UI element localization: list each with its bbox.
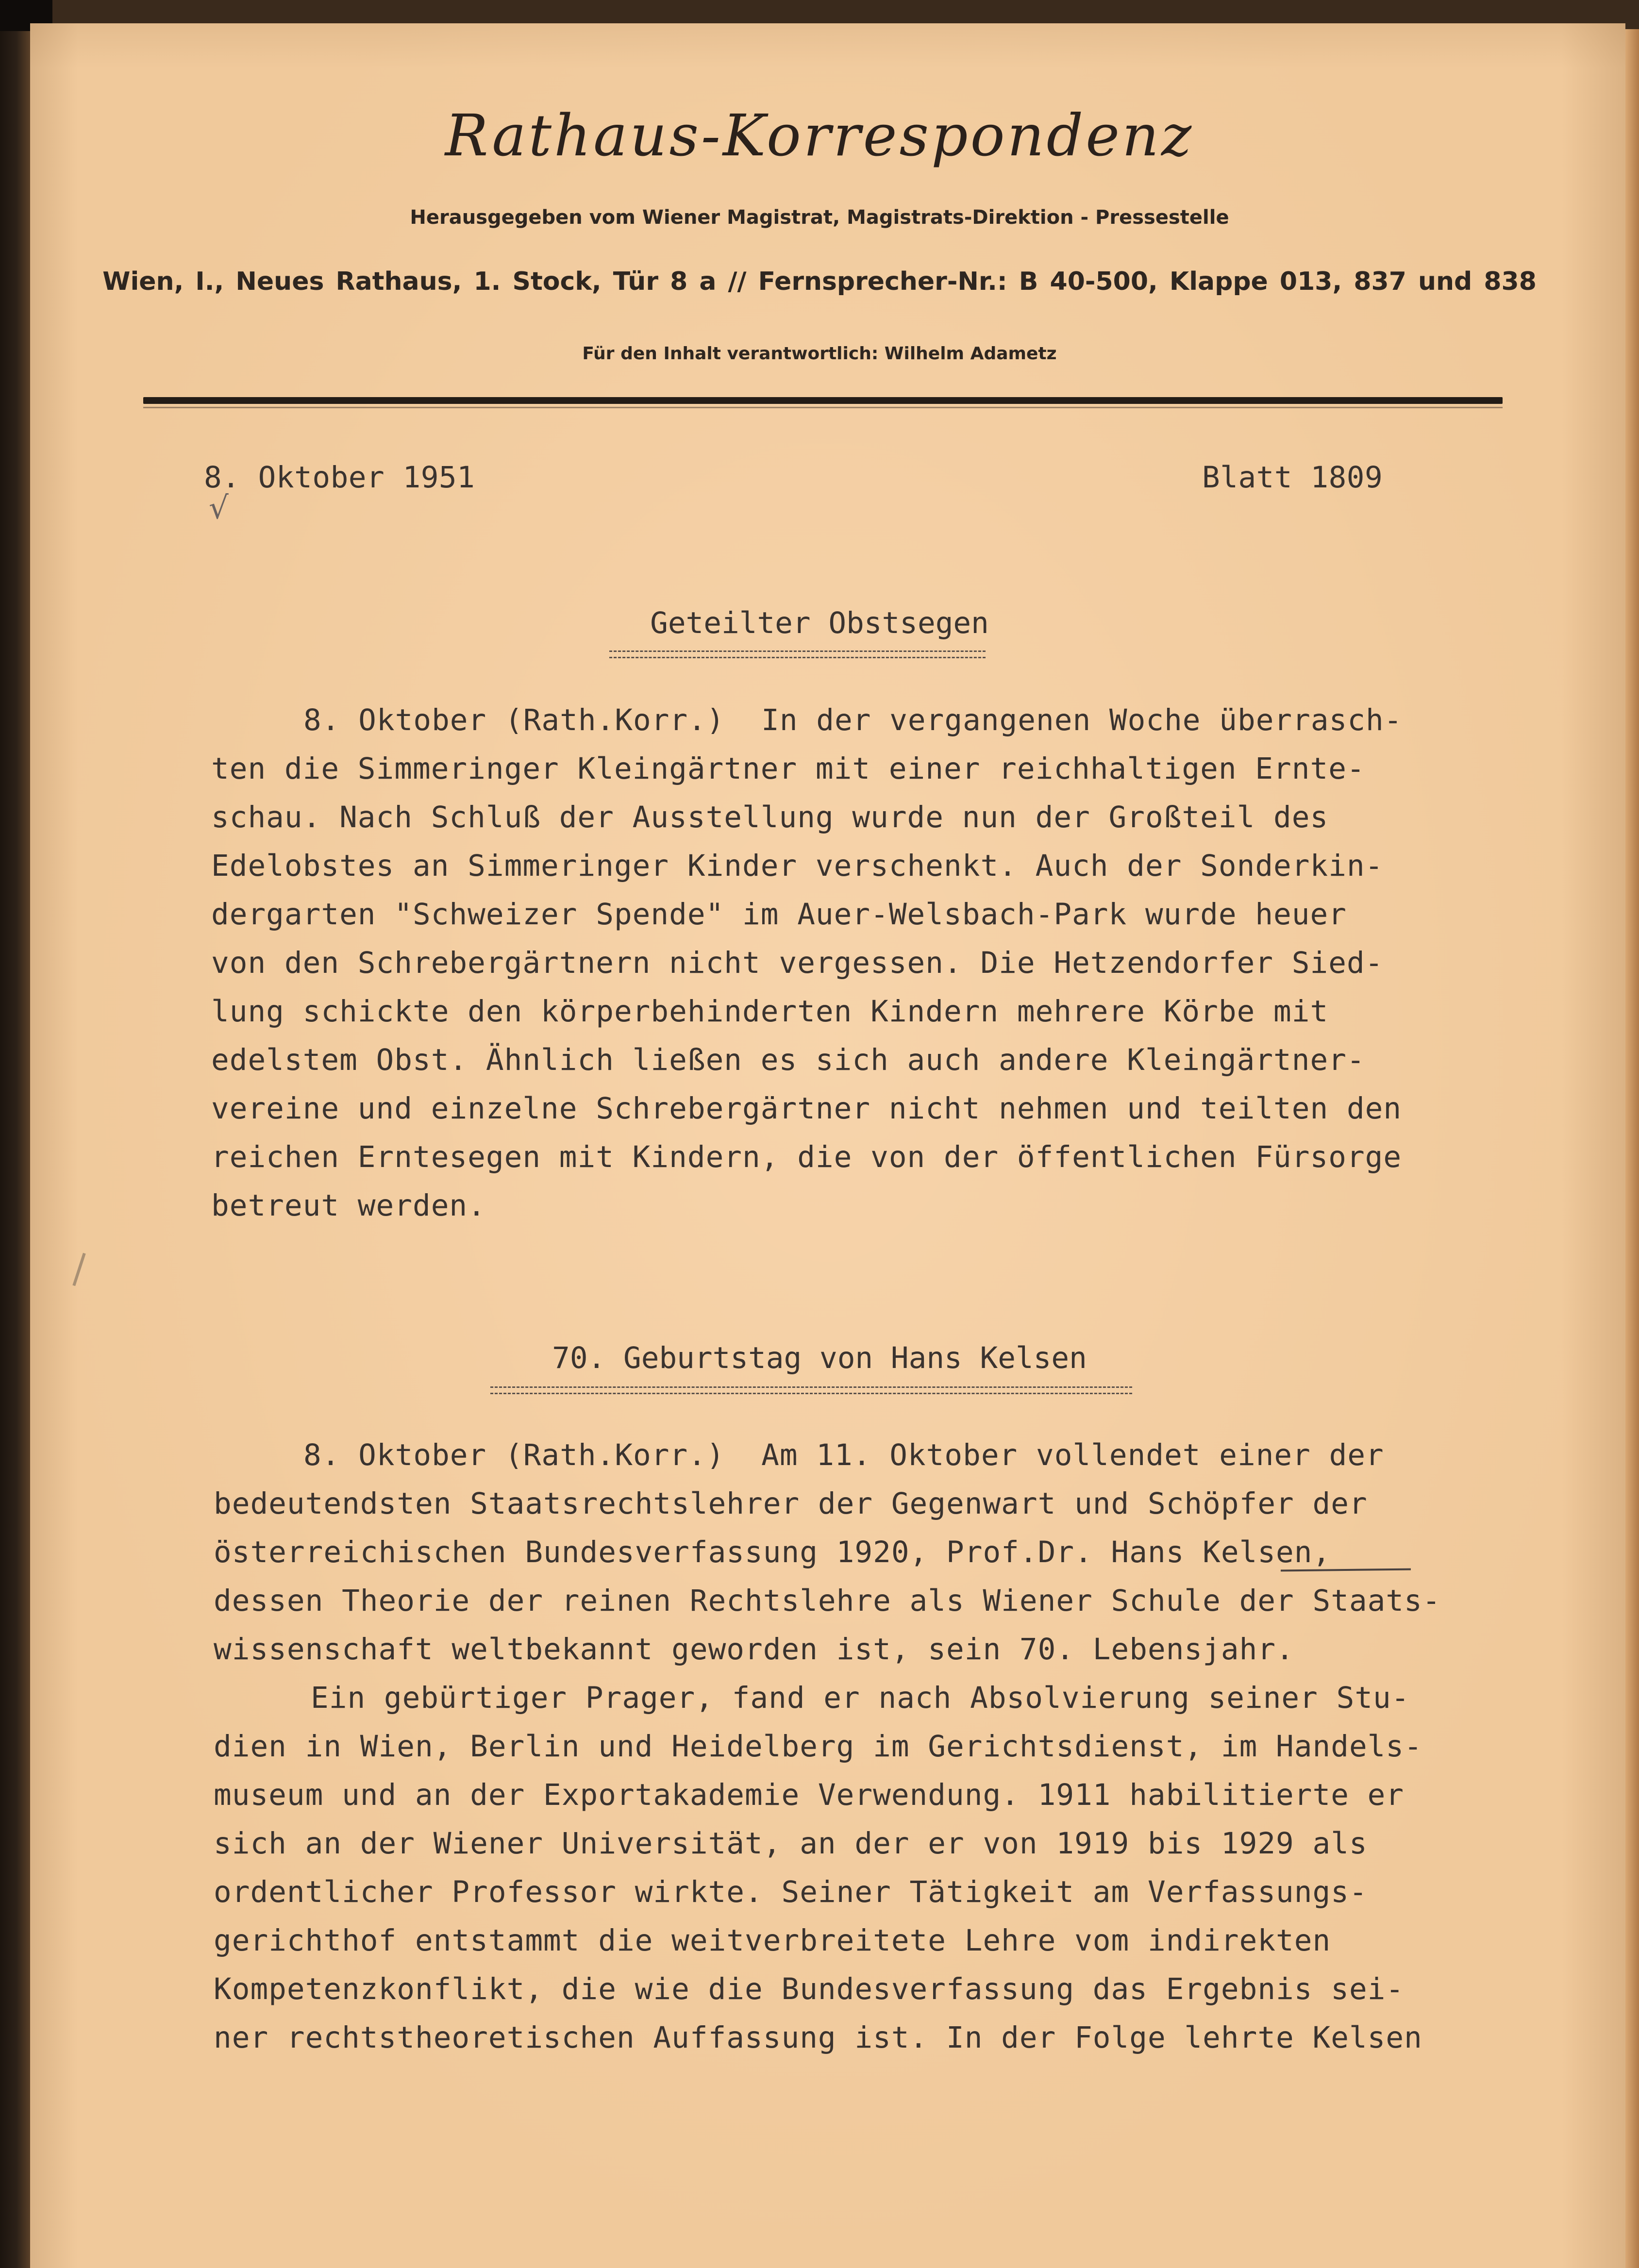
article-2-line: dessen Theorie der reinen Rechtslehre als Wiener Schule der Staats-	[214, 1584, 1441, 1618]
article-1-line: von den Schrebergärtnern nicht vergessen. Die Hetzendorfer Sied-	[211, 946, 1384, 980]
article-1-line: ten die Simmeringer Kleingärtner mit einer reichhaltigen Ernte-	[211, 751, 1365, 786]
article-1-headline: Geteilter Obstsegen	[650, 606, 989, 640]
article-2-line: gerichthof entstammt die weitverbreitete Lehre vom indirekten	[214, 1923, 1331, 1958]
article-1-line: lung schickte den körperbehinderten Kindern mehrere Körbe mit	[211, 994, 1329, 1029]
masthead-subtitle: Herausgegeben vom Wiener Magistrat, Magistrats-Direktion - Pressestelle	[410, 206, 1229, 229]
masthead-rule-shadow	[143, 407, 1503, 408]
book-binding	[0, 0, 30, 2268]
article-2-line: Ein gebürtiger Prager, fand er nach Absolvierung seiner Stu-	[311, 1681, 1410, 1715]
sheet-number: Blatt 1809	[1202, 460, 1383, 495]
masthead-responsible: Für den Inhalt verantwortlich: Wilhelm Adametz	[582, 344, 1057, 364]
masthead-rule	[143, 397, 1503, 404]
article-2-line: bedeutendsten Staatsrechtslehrer der Gegenwart und Schöpfer der	[214, 1486, 1368, 1521]
article-2-line: museum und an der Exportakademie Verwendung. 1911 habilitierte er	[214, 1778, 1405, 1812]
article-1-line: schau. Nach Schluß der Ausstellung wurde nun der Großteil des	[211, 800, 1329, 834]
article-2-line: ordentlicher Professor wirkte. Seiner Tätigkeit am Verfassungs-	[214, 1875, 1368, 1909]
article-2-line: sich an der Wiener Universität, an der er von 1919 bis 1929 als	[214, 1826, 1368, 1861]
article-2-line: Kompetenzkonflikt, die wie die Bundesverfassung das Ergebnis sei-	[214, 1972, 1405, 2006]
article-2-line: ner rechtstheoretischen Auffassung ist. In der Folge lehrte Kelsen	[214, 2020, 1422, 2055]
article-2-line: österreichischen Bundesverfassung 1920, Prof.Dr. Hans Kelsen,	[214, 1535, 1331, 1569]
article-1-line: vereine und einzelne Schrebergärtner nicht nehmen und teilten den	[211, 1091, 1402, 1126]
article-1-line: reichen Erntesegen mit Kindern, die von der öffentlichen Fürsorge	[211, 1140, 1402, 1174]
article-2-line: dien in Wien, Berlin und Heidelberg im Gerichtsdienst, im Handels-	[214, 1729, 1422, 1764]
masthead-address: Wien, I., Neues Rathaus, 1. Stock, Tür 8 a // Fernsprecher-Nr.: B 40-500, Klappe 013, 837 und 838	[102, 267, 1537, 296]
article-2-headline: 70. Geburtstag von Hans Kelsen	[552, 1341, 1087, 1375]
article-2-line: wissenschaft weltbekannt geworden ist, sein 70. Lebensjahr.	[214, 1632, 1294, 1667]
article-2-headline-underline	[490, 1386, 1132, 1394]
document-date: 8. Oktober 1951	[204, 460, 475, 495]
page-edge	[1625, 29, 1639, 2268]
masthead-title: Rathaus-Korrespondenz	[445, 102, 1194, 169]
article-1-line: dergarten "Schweizer Spende" im Auer-Welsbach-Park wurde heuer	[211, 897, 1347, 932]
article-1-headline-underline	[609, 650, 986, 658]
article-1-line: Edelobstes an Simmeringer Kinder verschenkt. Auch der Sonderkin-	[211, 849, 1384, 883]
article-1-line: betreut werden.	[211, 1188, 486, 1223]
article-2-line: 8. Oktober (Rath.Korr.) Am 11. Oktober vollendet einer der	[303, 1438, 1384, 1472]
article-1-line: edelstem Obst. Ähnlich ließen es sich auch andere Kleingärtner-	[211, 1043, 1365, 1077]
article-1-line: 8. Oktober (Rath.Korr.) In der vergangenen Woche überrasch-	[303, 703, 1403, 737]
pencil-check-mark: √	[209, 490, 229, 526]
